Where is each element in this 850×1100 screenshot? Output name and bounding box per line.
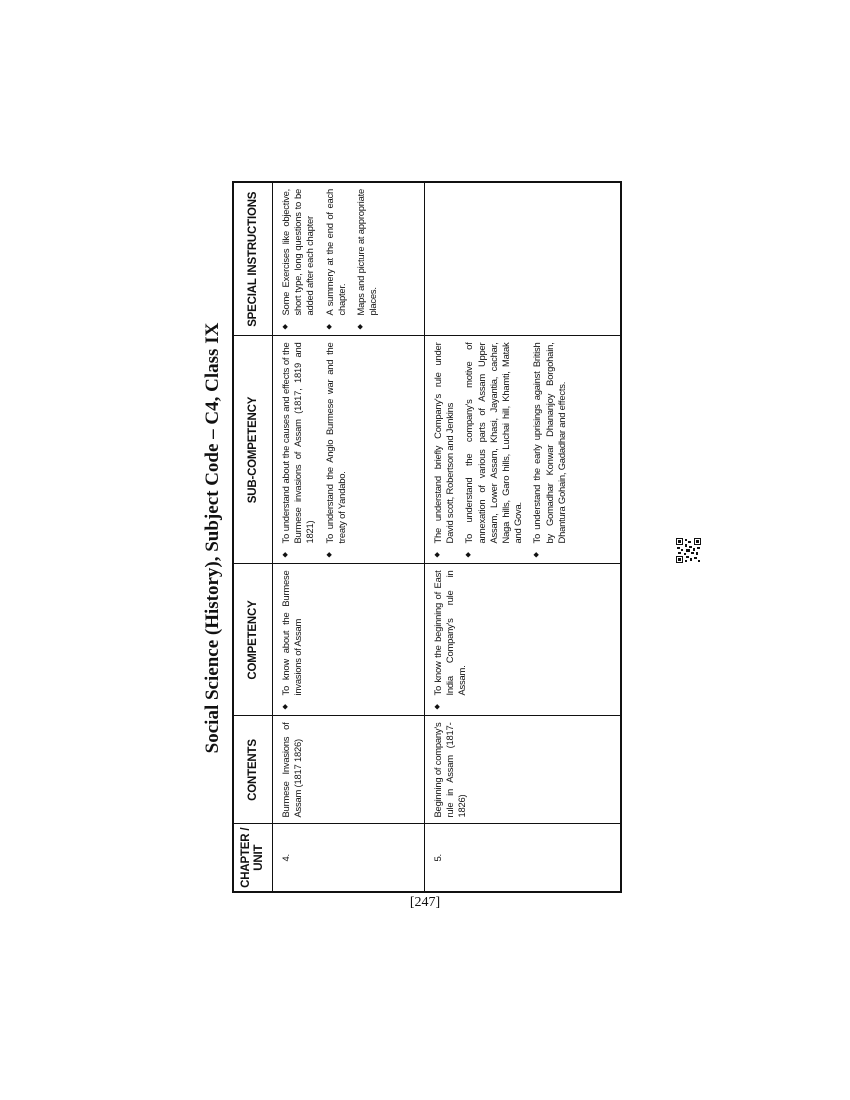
chapter-cell: 4.	[273, 824, 425, 892]
contents-cell: Burmese Invasions of Assam (1817 1826)	[273, 716, 425, 824]
sub-competency-cell	[425, 336, 622, 564]
special-item: ◆ Maps and picture at appropriate places.	[355, 189, 379, 330]
qr-code-icon	[676, 538, 701, 563]
header-chapter: CHAPTER / UNIT	[233, 824, 273, 892]
header-sub-competency: SUB-COMPETENCY	[233, 336, 273, 564]
rotated-page-region	[202, 183, 622, 893]
competency-cell	[425, 564, 622, 716]
document-title: Social Science (History), Subject Code – C4, Class IX	[202, 322, 223, 754]
sub-competency-cell	[273, 336, 425, 564]
chapter-cell: 5.	[425, 824, 622, 892]
table-row	[425, 182, 622, 892]
competency-cell	[273, 564, 425, 716]
contents-cell: Beginning of company's rule in Assam (1817-1826)	[425, 716, 622, 824]
competency-item: ◆ To know about the Burmese invasions of Assam	[280, 571, 304, 710]
rotated-content	[202, 183, 622, 893]
sub-competency-item: ◆ To understand the Anglo Burmese war and the treaty of Yandabo.	[324, 343, 348, 558]
curriculum-table	[232, 181, 622, 893]
sub-competency-item: ◆ The understand briefly Company's rule under David scott, Robertson and Jenkins	[432, 343, 456, 558]
special-item: ◆ A summery at the end of each chapter.	[324, 189, 348, 330]
table-header-row	[233, 182, 273, 892]
header-special-instructions: SPECIAL INSTRUCTIONS	[233, 182, 273, 336]
sub-competency-item: ◆ To understand the company's motive of annexation of various parts of Assam Upper Assam, Lower Assam, Khasi, Jayantia, cachar, Naga hills, Garo hills, Luchai hill, Khamti, Matak and Gova.	[463, 343, 524, 558]
special-item: ◆ Some Exercises like objective, short type, long questions to be added after each chapter	[280, 189, 317, 330]
table-row	[273, 182, 425, 892]
competency-item: ◆ To know the beginning of East India Company's rule in Assam.	[432, 571, 469, 710]
sub-competency-item: ◆ To understand the early uprisings against British by Gomadhar Konwar Dhananjoy Borgohain, Dhantura Gohain, Gadadhar and effects.	[531, 343, 568, 558]
sub-competency-item: ◆ To understand about the causes and effects of the Burmese invasions of Assam (1817, 1819 and 1821)	[280, 343, 317, 558]
page-number: [247]	[409, 895, 441, 910]
special-instructions-cell	[425, 182, 622, 336]
special-instructions-cell	[273, 182, 425, 336]
header-competency: COMPETENCY	[233, 564, 273, 716]
header-contents: CONTENTS	[233, 716, 273, 824]
